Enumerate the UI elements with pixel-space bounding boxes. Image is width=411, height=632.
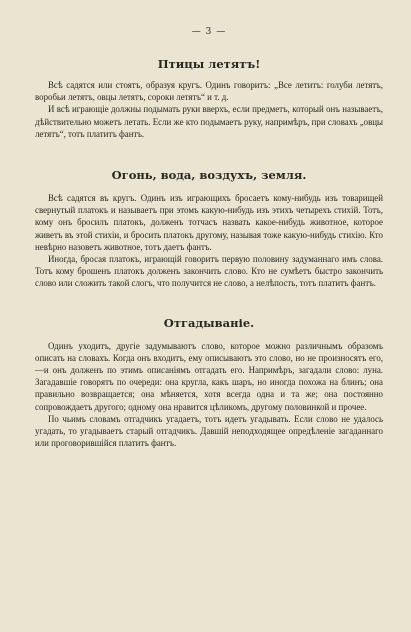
paragraph: Одинъ уходитъ, другіе задумываютъ слово, которое можно различнымъ образомъ описать на словахъ. Когда онъ входитъ, ему описываютъ это слово, но не произносятъ его,—и онъ долженъ по этимъ описаніямъ отгадать его. Напримѣръ, загадали слово: луна. Загадавшіе говорятъ по очереди: она кругла, какъ шаръ, но иногда похожа на блинъ; она правильно возвращается; она мѣняется, хотя всегда одна и та же; она постоянно сопровождаетъ другого; одному она нравится цѣликомъ, другому половинкой и прочее. <box>35 340 383 412</box>
page-number: — 3 — <box>191 27 227 37</box>
section-guessing <box>35 340 383 450</box>
section-elements <box>35 192 383 290</box>
section-title-guessing: Отгадываніе. <box>163 315 255 330</box>
section-birds-fly <box>35 79 383 140</box>
paragraph: Всѣ садятся въ кругъ. Одинъ изъ играющихъ бросаетъ кому-нибудь изъ товарищей свернутый платокъ и называетъ при этомъ какую-нибудь изъ этихъ четырехъ стихій. Тотъ, кому онъ бросилъ платокъ, долженъ тотчасъ назвать какое-нибудь животное, которое живетъ въ этой стихіи, и бросить платокъ другому, называя тоже какую-нибудь стихію. Кто невѣрно назоветъ животное, тотъ даетъ фантъ. <box>35 193 383 252</box>
paragraph: Всѣ садятся или стоятъ, образуя кругъ. Одинъ говоритъ: „Все летитъ: голуби летятъ, воробьи летятъ, овцы летятъ, сороки летятъ“ и т. д. <box>35 80 383 103</box>
section-title-birds-fly: Птицы летятъ! <box>157 57 261 71</box>
paragraph: И всѣ играющіе должны подымать руки вверхъ, если предметъ, который онъ называетъ, дѣйствительно можетъ летать. Если же кто подымаетъ руку, напримѣръ, при словахъ „овцы летятъ“, тотъ платитъ фантъ. <box>35 104 383 139</box>
section-title-elements: Огонь, вода, воздухъ, земля. <box>111 168 307 183</box>
paragraph: Иногда, бросая платокъ, играющій говоритъ первую половину задуманнаго имъ слова. Тотъ кому брошенъ платокъ долженъ закончить слово. Кто не сумѣетъ быстро закончить слово или сложить такой слогъ, что получится не слово, а нелѣпость, тотъ платитъ фантъ. <box>35 254 383 289</box>
paragraph: По чьимъ словамъ отгадчикъ угадаетъ, тотъ идетъ угадывать. Если слово не удалось угадать, то угадываетъ старый отгадчикъ. Давшій неподходящее опредѣленіе загаданнаго или проговорившійся платитъ фантъ. <box>35 413 383 449</box>
